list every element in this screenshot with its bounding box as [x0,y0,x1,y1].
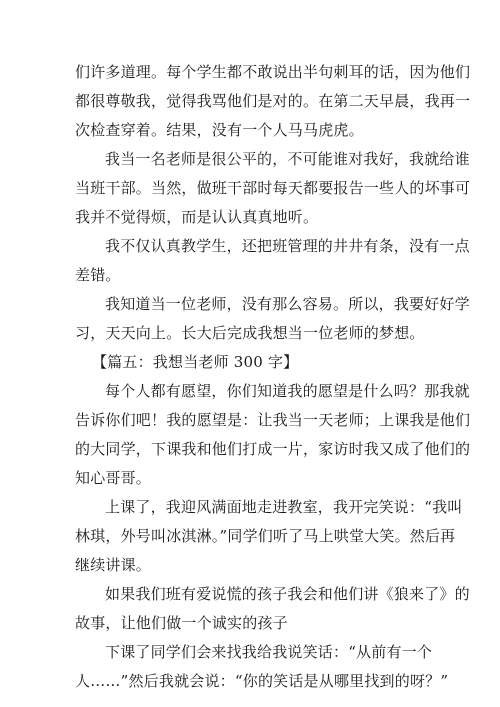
text-line: 上课了，我迎风满面地走进教室，我开完笑说：“我叫 [105,498,463,516]
text-line: 故事，让他们做一个诚实的孩子 [75,614,288,632]
text-line: 我知道当一位老师，没有那么容易。所以，我要好好学 [105,295,470,313]
text-line: 都很尊敬我，觉得我骂他们是对的。在第二天早晨，我再一 [75,92,471,110]
text-line: 我当一名老师是很公平的，不可能谁对我好，我就给谁 [105,150,470,168]
text-line: 我并不觉得烦，而是认认真真地听。 [75,208,319,226]
section-heading: 【篇五：我想当老师 300 字】 [92,353,299,371]
text-line: 知心哥哥。 [75,469,152,487]
text-line: 下课了同学们会来找我给我说笑话：“从前有一个 [105,643,433,661]
text-line: 林琪，外号叫冰淇淋。”同学们听了马上哄堂大笑。然后再 [75,527,456,545]
text-line: 继续讲课。 [75,556,152,574]
text-line: 习，天天向上。长大后完成我想当一位老师的梦想。 [75,324,425,342]
text-line: 差错。 [75,266,121,284]
text-line: 当班干部。当然，做班干部时每天都要报告一些人的坏事可 [75,179,471,197]
text-line: 每个人都有愿望，你们知道我的愿望是什么吗？那我就 [105,382,470,400]
text-line: 告诉你们吧！我的愿望是：让我当一天老师；上课我是他们 [75,411,471,429]
text-line: 的大同学，下课我和他们打成一片，家访时我又成了他们的 [75,440,471,458]
text-line: 次检查穿着。结果，没有一个人马马虎虎。 [75,121,364,139]
text-line: 如果我们班有爱说慌的孩子我会和他们讲《狼来了》的 [105,585,470,603]
text-line: 们许多道理。每个学生都不敢说出半句刺耳的话，因为他们 [75,63,471,81]
text-line: 人……”然后我就会说：“你的笑话是从哪里找到的呀？” [75,672,449,690]
text-line: 我不仅认真教学生，还把班管理的井井有条，没有一点 [105,237,470,255]
